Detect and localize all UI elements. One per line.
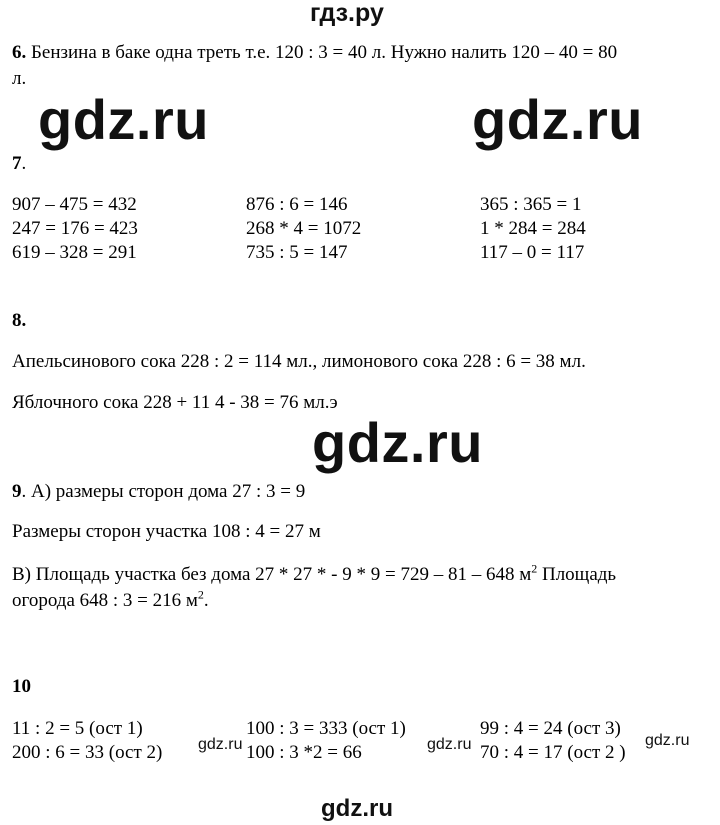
- task9-text-line1: . А) размеры сторон дома 27 : 3 = 9: [21, 481, 306, 502]
- task10-c1-r1: 11 : 2 = 5 (ост 1): [12, 718, 143, 739]
- watermark-small-3: gdz.ru: [645, 732, 690, 749]
- task9-line3-sup: 2: [531, 561, 538, 576]
- task6-text-line1: Бензина в баке одна треть т.е. 120 : 3 = 40 л. Нужно налить 120 – 40 = 80: [31, 42, 618, 63]
- watermark-large-center: gdz.ru: [312, 411, 483, 474]
- task10-c3-r2: 70 : 4 = 17 (ост 2 ): [480, 742, 626, 763]
- watermark-small-1: gdz.ru: [198, 736, 243, 753]
- task7-c3-r2: 1 * 284 = 284: [480, 218, 586, 239]
- task9-line1: [12, 480, 305, 504]
- task10-c2-r2: 100 : 3 *2 = 66: [246, 742, 362, 763]
- task8-line1: Апельсинового сока 228 : 2 = 114 мл., лимонового сока 228 : 6 = 38 мл.: [12, 351, 586, 372]
- task8-heading: [12, 309, 26, 333]
- watermark-large-left: gdz.ru: [38, 88, 209, 151]
- task9-line4-tail: .: [203, 590, 209, 611]
- task7-c2-r3: 735 : 5 = 147: [246, 242, 348, 263]
- task9-line2: Размеры сторон участка 108 : 4 = 27 м: [12, 521, 321, 542]
- task8-number: 8.: [12, 310, 27, 331]
- task10-heading: [12, 675, 31, 699]
- task7-c3-r1: 365 : 365 = 1: [480, 194, 582, 215]
- task10-c3-r1: 99 : 4 = 24 (ост 3): [480, 718, 621, 739]
- task10-c2-r1: 100 : 3 = 333 (ост 1): [246, 718, 406, 739]
- task6-text-line2: л.: [12, 68, 27, 89]
- task8-line2: Яблочного сока 228 + 11 4 - 38 = 76 мл.э: [12, 392, 338, 413]
- task10-number: 10: [12, 676, 31, 697]
- task10-c1-r2: 200 : 6 = 33 (ост 2): [12, 742, 163, 763]
- task7-c2-r2: 268 * 4 = 1072: [246, 218, 362, 239]
- task9-line4: [12, 589, 209, 613]
- task9-line3: [12, 563, 616, 587]
- task7-c1-r3: 619 – 328 = 291: [12, 242, 137, 263]
- task9-line4-sup: 2: [197, 587, 204, 602]
- task9-line3-tail: Площадь: [537, 564, 617, 585]
- watermark-large-right: gdz.ru: [472, 88, 643, 151]
- task7-c1-r1: 907 – 475 = 432: [12, 194, 137, 215]
- task9-line4-text: огорода 648 : 3 = 216 м: [12, 590, 198, 611]
- task6-number: 6.: [12, 42, 27, 63]
- task6-line1: [12, 41, 617, 65]
- footer-watermark: gdz.ru: [321, 795, 393, 822]
- task9-number: 9: [12, 481, 22, 502]
- task7-c1-r2: 247 = 176 = 423: [12, 218, 138, 239]
- task7-heading: [12, 152, 26, 176]
- task7-dot: .: [21, 153, 27, 174]
- watermark-small-2: gdz.ru: [427, 736, 472, 753]
- task7-c3-r3: 117 – 0 = 117: [480, 242, 585, 263]
- header-watermark: гдз.ру: [310, 0, 384, 27]
- task7-number: 7: [12, 153, 22, 174]
- task9-line3-text: В) Площадь участка без дома 27 * 27 * - 9 * 9 = 729 – 81 – 648 м: [12, 564, 532, 585]
- task7-c2-r1: 876 : 6 = 146: [246, 194, 348, 215]
